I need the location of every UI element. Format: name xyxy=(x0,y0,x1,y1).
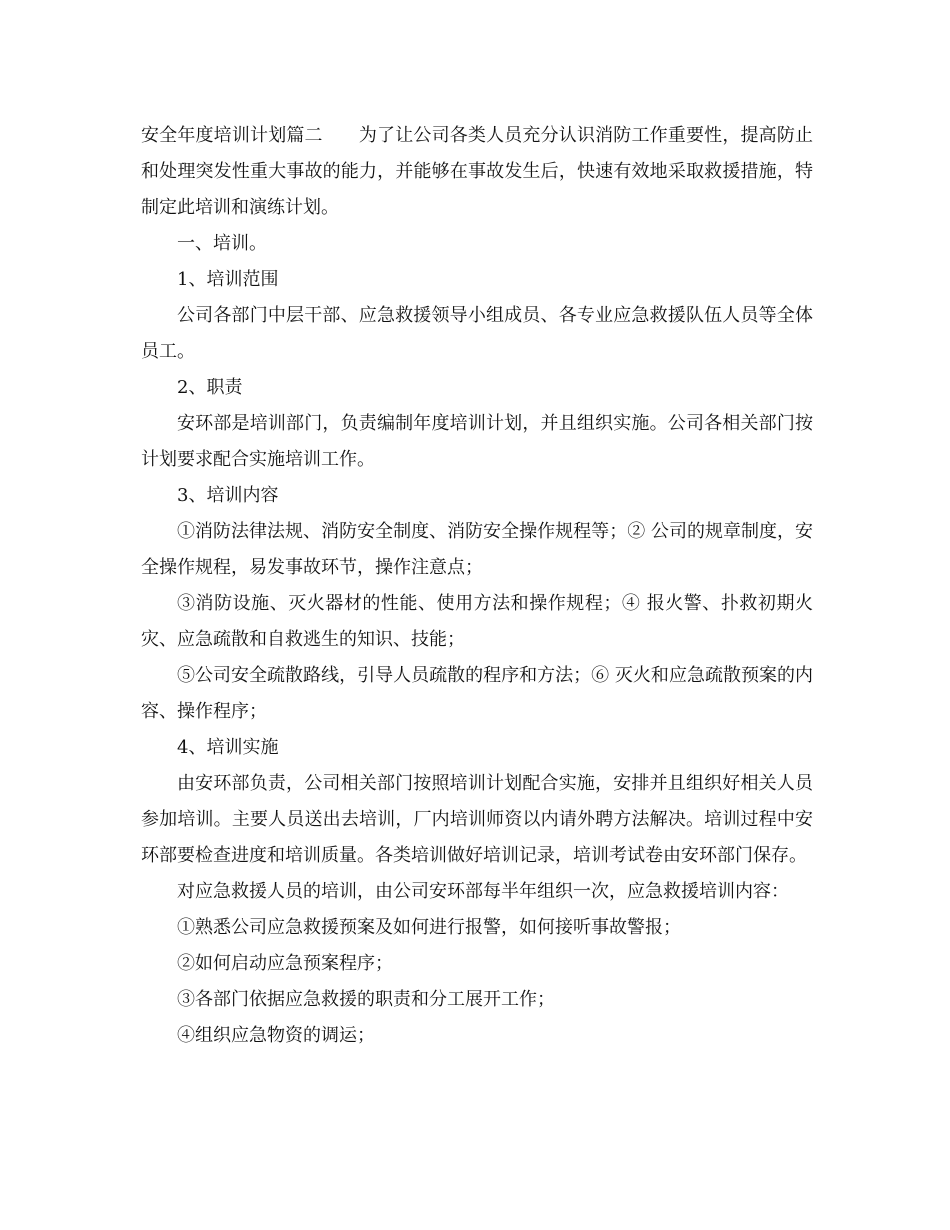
paragraph-scope: 公司各部门中层干部、应急救援领导小组成员、各专业应急救援队伍人员等全体员工。 xyxy=(141,305,813,362)
paragraph-content-3: ⑤公司安全疏散路线，引导人员疏散的程序和方法；⑥ 灭火和应急疏散预案的内容、操作程序； xyxy=(141,665,813,722)
paragraph-content-2: ③消防设施、灭火器材的性能、使用方法和操作规程；④ 报火警、扑救初期火灾、应急疏散和自救逃生的知识、技能； xyxy=(141,593,813,650)
section-heading-training: 一、培训。 xyxy=(177,233,267,254)
subheading-duties: 2、职责 xyxy=(177,377,243,398)
list-item-emergency-1: ①熟悉公司应急救援预案及如何进行报警，如何接听事故警报； xyxy=(177,917,681,938)
subheading-implementation: 4、培训实施 xyxy=(177,737,279,758)
document-title: 安全年度培训计划篇二 xyxy=(141,125,323,146)
paragraph-emergency-training: 对应急救援人员的培训，由公司安环部每半年组织一次，应急救援培训内容： xyxy=(177,881,789,902)
paragraph-implementation: 由安环部负责，公司相关部门按照培训计划配合实施，安排并且组织好相关人员参加培训。主要人员送出去培训，厂内培训师资以内请外聘方法解决。培训过程中安环部要检查进度和培训质量。各类培训做好培训记录，培训考试卷由安环部门保存。 xyxy=(141,773,813,866)
list-item-emergency-2: ②如何启动应急预案程序； xyxy=(177,953,393,974)
paragraph-duties: 安环部是培训部门，负责编制年度培训计划，并且组织实施。公司各相关部门按计划要求配合实施培训工作。 xyxy=(141,413,813,470)
list-item-emergency-4: ④组织应急物资的调运； xyxy=(177,1025,375,1046)
list-item-emergency-3: ③各部门依据应急救援的职责和分工展开工作； xyxy=(177,989,555,1010)
subheading-content: 3、培训内容 xyxy=(177,485,279,506)
document-body xyxy=(141,118,813,1054)
intro-paragraph xyxy=(141,118,813,226)
subheading-scope: 1、培训范围 xyxy=(177,269,279,290)
intro-text: 为了让公司各类人员充分认识消防工作重要性，提高防止和处理突发性重大事故的能力，并能够在事故发生后，快速有效地采取救援措施，特制定此培训和演练计划。 xyxy=(141,125,814,218)
paragraph-content-1: ①消防法律法规、消防安全制度、消防安全操作规程等；② 公司的规章制度，安全操作规程，易发事故环节，操作注意点； xyxy=(141,521,813,578)
